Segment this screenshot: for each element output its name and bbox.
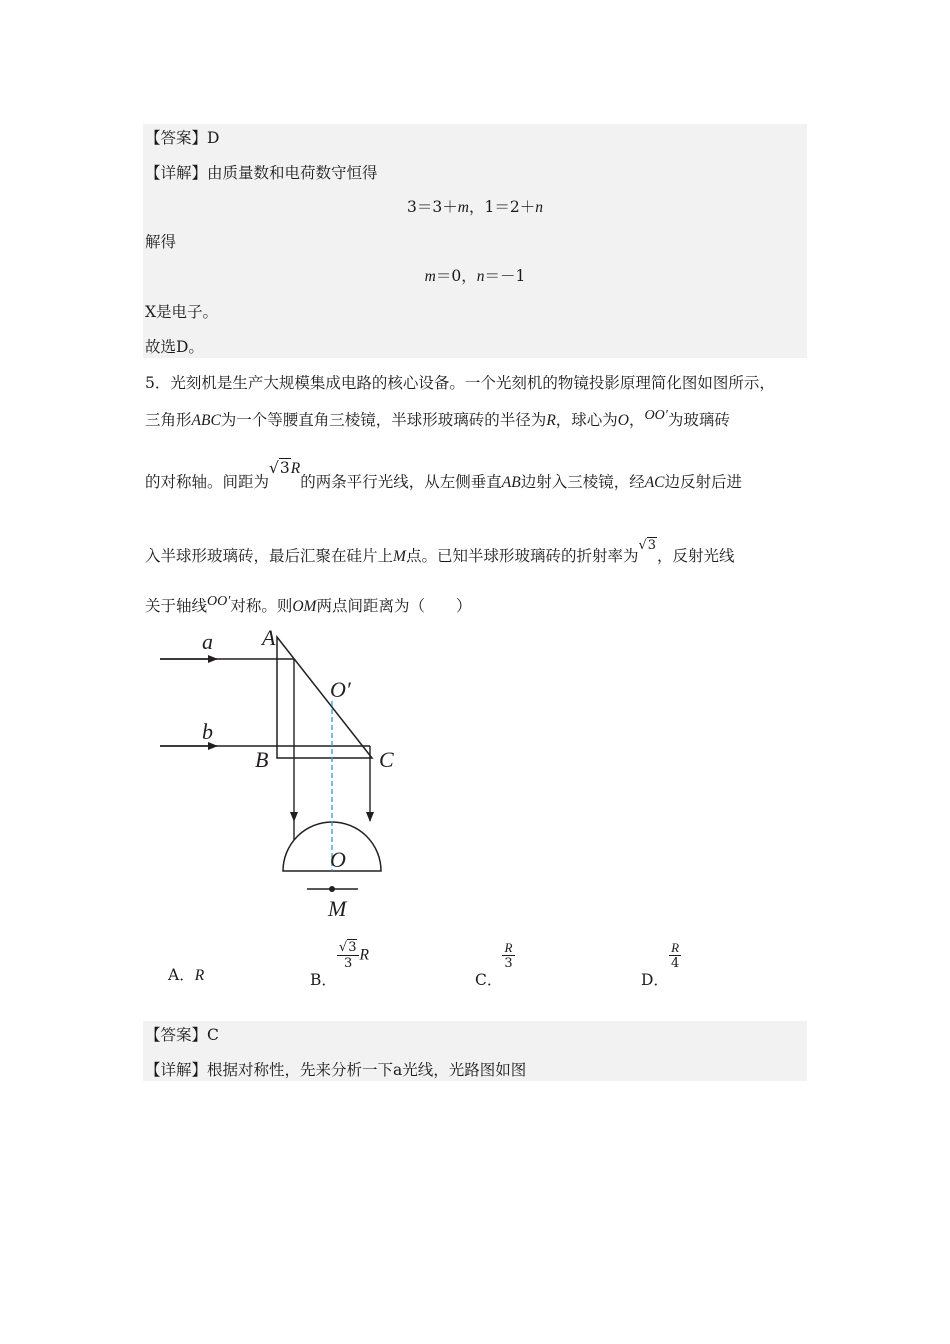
answer-block-1	[143, 124, 807, 358]
label-O: O	[330, 847, 346, 872]
point-m	[329, 886, 335, 892]
question-line-5: 关于轴线OO′对称。则OM两点间距离为（ ）	[145, 594, 472, 615]
choice: 故选D。	[145, 338, 204, 356]
equation-1: 3＝3＋m，1＝2＋n	[407, 198, 543, 216]
option-a[interactable]: A．R	[168, 966, 205, 984]
detail-label: 【详解】	[145, 164, 208, 182]
detail-text: 由质量数和电荷数守恒得	[207, 164, 378, 182]
label-M: M	[328, 896, 347, 921]
detail-2: 【详解】根据对称性，先来分析一下a光线，光路图如图	[145, 1061, 527, 1079]
label-O-prime: O′	[330, 677, 351, 702]
optics-diagram	[150, 625, 410, 925]
equation-2: m＝0，n＝－1	[424, 267, 526, 285]
question-line-1: 5．光刻机是生产大规模集成电路的核心设备。一个光刻机的物镜投影原理简化图如图所示，	[145, 374, 775, 392]
detail-1	[145, 163, 378, 183]
question-line-4: 入半球形玻璃砖，最后汇聚在硅片上M点。已知半球形玻璃砖的折射率为$^{√3}$，反射光线	[145, 538, 735, 565]
option-c[interactable]: C． $\frac{R}{3}$	[475, 940, 513, 989]
label-b: b	[202, 719, 213, 744]
question-line-3: 的对称轴。间距为√3R的两条平行光线，从左侧垂直AB边射入三棱镜，经AC边反射后进	[145, 459, 743, 491]
solve-label: 解得	[145, 233, 177, 251]
label-C: C	[379, 747, 394, 772]
prism-abc	[277, 637, 372, 758]
answer-2: 【答案】C	[145, 1026, 219, 1044]
question-line-2: 三角形ABC为一个等腰直角三棱镜，半球形玻璃砖的半径为R，球心为O，OO′为玻璃砖	[145, 408, 730, 429]
label-B: B	[255, 747, 269, 772]
label-A: A	[262, 625, 276, 650]
answer-1: 【答案】D	[145, 129, 220, 147]
conclusion: X是电子。	[145, 303, 219, 321]
option-b[interactable]: B． $\frac{√3}{3}$ R	[310, 940, 369, 989]
label-a: a	[202, 629, 213, 654]
option-d[interactable]: D． $\frac{R}{4}$	[641, 940, 680, 989]
